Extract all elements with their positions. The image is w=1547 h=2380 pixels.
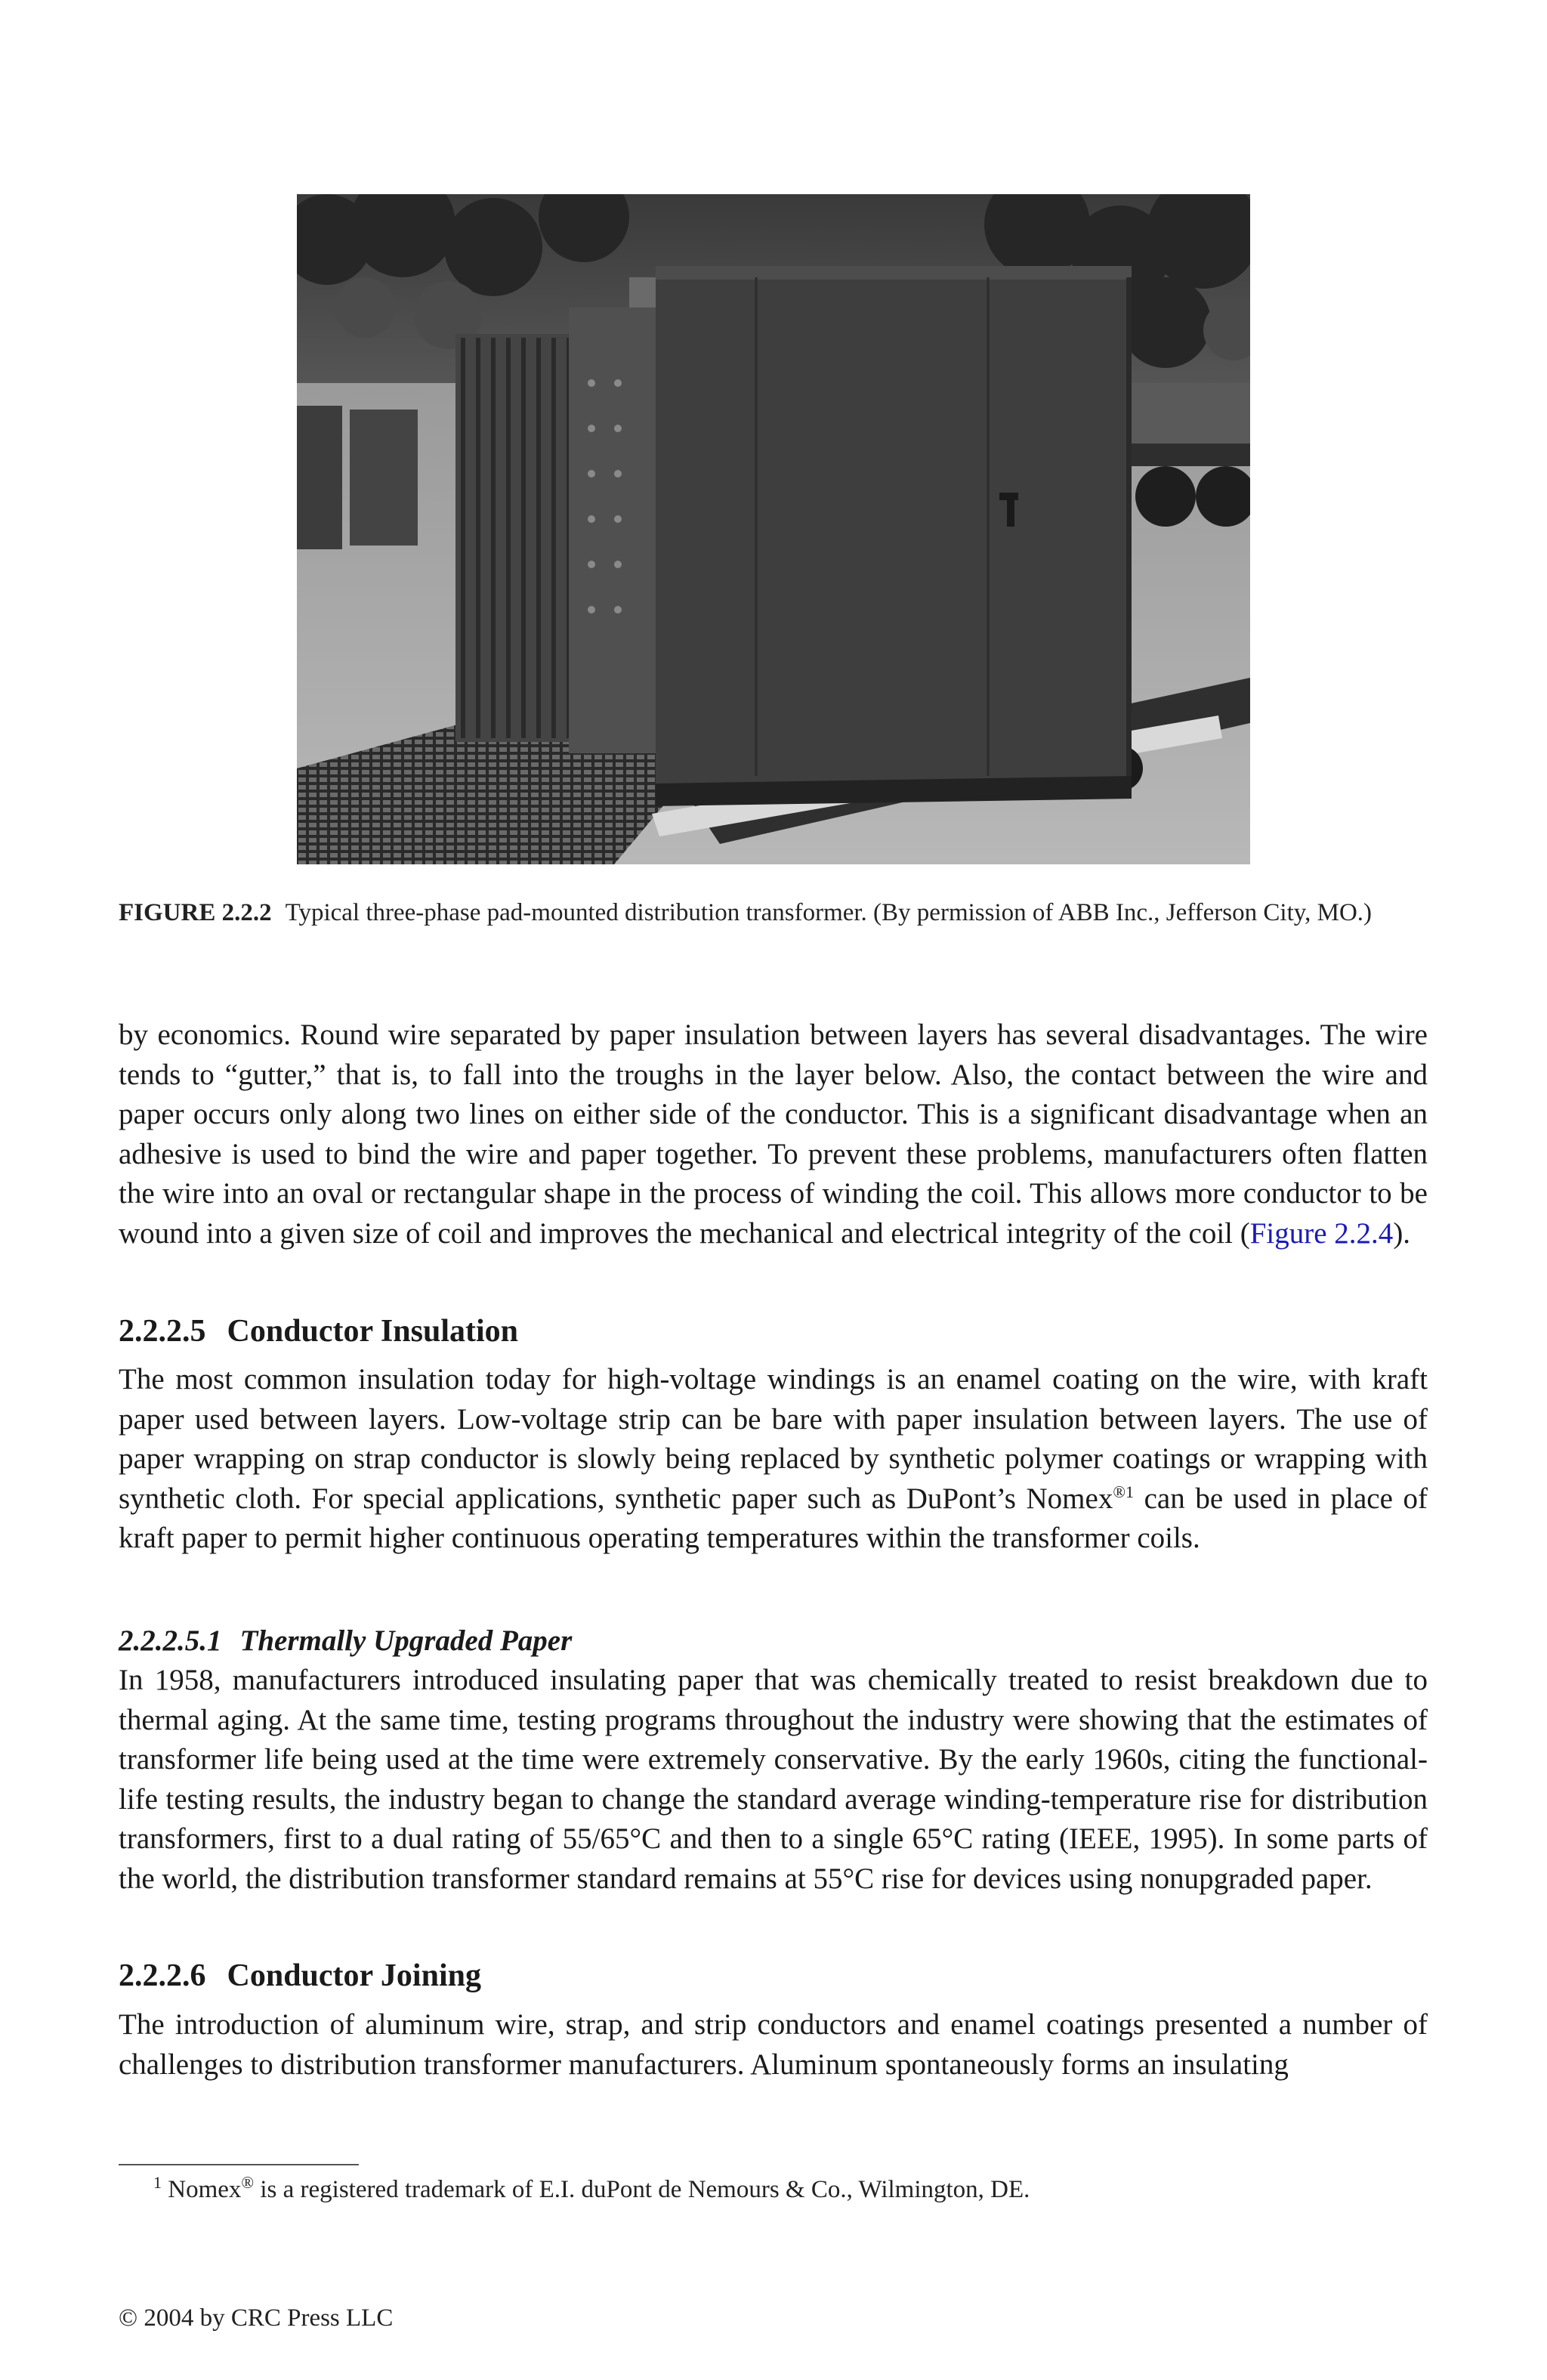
footnote-marker: 1	[153, 2173, 162, 2192]
paragraph-text: The most common insulation today for high-voltage windings is an enamel coating on the wire, with kraft paper used between layers. Low-voltage strip can be bare with paper insulation between layers. The use of paper wrapping on strap conductor is slowly being replaced by synthetic polymer coatings or wrapping with synthetic cloth. For special applications, synthetic paper such as DuPont’s Nomex	[119, 1363, 1428, 1515]
paragraph-conductor-insulation	[119, 1360, 1428, 1559]
subsection-heading-thermally-upgraded-paper	[119, 1621, 1428, 1661]
footnote-divider	[119, 2164, 359, 2165]
trademark-footnote-marker: ®1	[1113, 1482, 1135, 1501]
footnote	[119, 2171, 1428, 2208]
footnote-text-end: is a registered trademark of E.I. duPont de Nemours & Co., Wilmington, DE.	[254, 2176, 1030, 2203]
transformer-photo-illustration	[297, 194, 1250, 864]
section-heading-conductor-joining	[119, 1955, 1428, 1996]
registered-mark: ®	[241, 2173, 255, 2192]
figure-label: FIGURE 2.2.2	[119, 899, 272, 926]
figure-caption-text: Typical three-phase pad-mounted distribution transformer. (By permission of ABB Inc., Jefferson City, MO.)	[285, 899, 1373, 926]
figure-photo	[297, 194, 1250, 864]
section-number: 2.2.2.6	[119, 1958, 206, 1993]
subsection-number: 2.2.2.5.1	[119, 1624, 222, 1657]
paragraph-text-end: can be used in place of kraft paper to permit higher continuous operating temperatures within the transformer coils.	[119, 1482, 1428, 1554]
paragraph-round-wire	[119, 1015, 1428, 1253]
section-title: Conductor Joining	[227, 1958, 481, 1993]
section-title: Conductor Insulation	[227, 1314, 519, 1349]
paragraph-text: by economics. Round wire separated by paper insulation between layers has several disadvantages. The wire tends to “gutter,” that is, to fall into the troughs in the layer below. Also, the contact between the wire and paper occurs only along two lines on either side of the conductor. This is a significant disadvantage when an adhesive is used to bind the wire and paper together. To prevent these problems, manufacturers often flatten the wire into an oval or rectangular shape in the process of winding the coil. This allows more conductor to be wound into a given size of coil and improves the mechanical and electrical integrity of the coil (	[119, 1018, 1428, 1250]
copyright-notice: © 2004 by CRC Press LLC	[119, 2304, 394, 2332]
subsection-title: Thermally Upgraded Paper	[239, 1624, 573, 1657]
section-number: 2.2.2.5	[119, 1314, 206, 1349]
paragraph-thermally-upgraded-paper: In 1958, manufacturers introduced insulating paper that was chemically treated to resist breakdown due to thermal aging. At the same time, testing programs throughout the industry were showing that the estimates of transformer life being used at the time were extremely conservative. By the early 1960s, citing the functional-life testing results, the industry began to change the standard average winding-temperature rise for distribution transformers, first to a dual rating of 55/65°C and then to a single 65°C rating (IEEE, 1995). In some parts of the world, the distribution transformer standard remains at 55°C rise for devices using nonupgraded paper.	[119, 1664, 1428, 1895]
figure-caption	[119, 895, 1428, 931]
paragraph-conductor-joining: The introduction of aluminum wire, strap, and strip conductors and enamel coatings presented a number of challenges to distribution transformer manufacturers. Aluminum spontaneously forms an insulating	[119, 2008, 1428, 2081]
paragraph-text-end: ).	[1393, 1216, 1411, 1250]
figure-link[interactable]: Figure 2.2.4	[1249, 1216, 1394, 1250]
section-heading-conductor-insulation	[119, 1311, 1428, 1352]
footnote-text: Nomex	[168, 2176, 242, 2203]
